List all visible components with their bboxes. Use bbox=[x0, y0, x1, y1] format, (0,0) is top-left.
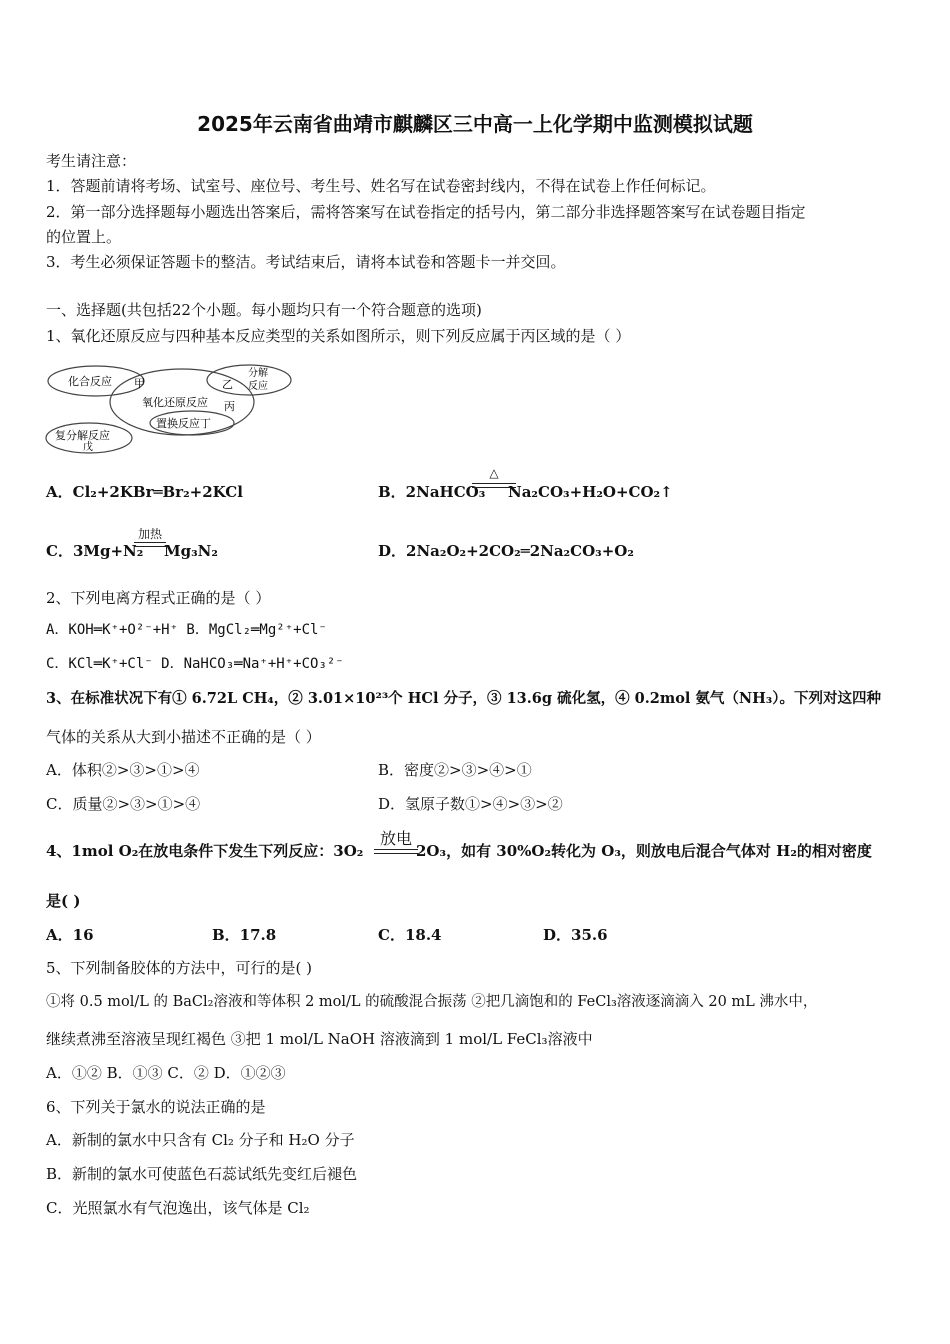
q3-stem-line1: 3、在标准状况下有① 6.72L CH₄，② 3.01×10²³个 HCl 分子，③ 13.6g 硫化氢，④ 0.2mol 氨气（NH₃）。下列对这四种 bbox=[46, 690, 881, 707]
q4-option-d: D．35.6 bbox=[543, 926, 608, 944]
notice-item: 1．答题前请将考场、试室号、座位号、考生号、姓名写在试卷密封线内，不得在试卷上作任何标记。 bbox=[46, 177, 716, 195]
notice-item: 的位置上。 bbox=[46, 228, 122, 246]
label-jia: 甲 bbox=[134, 377, 145, 390]
reaction-type-diagram bbox=[44, 362, 296, 458]
q2-options-row1: A．KOH═K⁺+O²⁻+H⁺ B．MgCl₂═Mg²⁺+Cl⁻ bbox=[46, 622, 327, 638]
notice-heading: 考生请注意： bbox=[46, 152, 137, 170]
q4-stem-line2: 是( ) bbox=[46, 892, 81, 910]
condition-label: 加热 bbox=[137, 527, 162, 541]
q1-option-d: D．2Na₂O₂+2CO₂═2Na₂CO₃+O₂ bbox=[378, 542, 634, 560]
q4-stem-right: 2O₃，如有 30%O₂转化为 O₃，则放电后混合气体对 H₂的相对密度 bbox=[416, 842, 872, 860]
q4-stem-left: 4、1mol O₂在放电条件下发生下列反应：3O₂ bbox=[46, 842, 364, 860]
q1-option-a: A．Cl₂+2KBr═Br₂+2KCl bbox=[46, 483, 243, 501]
notice-item: 3．考生必须保证答题卡的整洁。考试结束后，请将本试卷和答题卡一并交回。 bbox=[46, 253, 566, 271]
q4-option-b: B．17.8 bbox=[212, 926, 277, 944]
equals-line bbox=[134, 542, 166, 547]
label-double-2: 戊 bbox=[83, 442, 93, 453]
label-redox: 氧化还原反应 bbox=[142, 396, 208, 409]
label-decomposition-1: 分解 bbox=[248, 368, 268, 379]
label-double-1: 复分解反应 bbox=[55, 429, 110, 442]
label-decomposition-2: 反应 bbox=[248, 381, 268, 392]
q4-option-c: C．18.4 bbox=[378, 926, 442, 944]
page-title: 2025年云南省曲靖市麒麟区三中高一上化学期中监测模拟试题 bbox=[197, 112, 753, 136]
q5-choice-line2: 继续煮沸至溶液呈现红褐色 ③把 1 mol/L NaOH 溶液滴到 1 mol/L FeCl₃溶液中 bbox=[46, 1030, 593, 1048]
q3-option-a: A．体积②>③>①>④ bbox=[46, 761, 200, 779]
q1-option-b-right: Na₂CO₃+H₂O+CO₂↑ bbox=[508, 483, 673, 501]
label-yi: 乙 bbox=[222, 378, 233, 391]
q1-option-c-right: Mg₃N₂ bbox=[164, 542, 218, 560]
label-bing: 丙 bbox=[224, 400, 235, 413]
q3-stem-line2: 气体的关系从大到小描述不正确的是（ ） bbox=[46, 728, 321, 746]
q1-stem: 1、氧化还原反应与四种基本反应类型的关系如图所示，则下列反应属于丙区域的是（ ） bbox=[46, 327, 631, 345]
q4-discharge-condition bbox=[374, 826, 418, 860]
q6-stem: 6、下列关于氯水的说法正确的是 bbox=[46, 1098, 266, 1116]
q6-option-b: B．新制的氯水可使蓝色石蕊试纸先变红后褪色 bbox=[46, 1165, 358, 1183]
q3-option-d: D．氢原子数①>④>③>② bbox=[378, 795, 563, 813]
q3-option-c: C．质量②>③>①>④ bbox=[46, 795, 201, 813]
condition-label: △ bbox=[489, 466, 499, 480]
q4-option-a: A．16 bbox=[46, 926, 94, 944]
notice-item: 2．第一部分选择题每小题选出答案后，需将答案写在试卷指定的括号内，第二部分非选择题答案写在试卷题目指定 bbox=[46, 203, 806, 221]
section-heading: 一、选择题(共包括22个小题。每小题均只有一个符合题意的选项) bbox=[46, 301, 482, 319]
q2-options-row2: C．KCl═K⁺+Cl⁻ D．NaHCO₃═Na⁺+H⁺+CO₃²⁻ bbox=[46, 656, 344, 672]
q3-option-b: B．密度②>③>④>① bbox=[378, 761, 532, 779]
label-displacement: 置换反应丁 bbox=[156, 417, 211, 430]
condition-label: 放电 bbox=[379, 829, 412, 848]
q2-stem: 2、下列电离方程式正确的是（ ） bbox=[46, 589, 271, 607]
q1-option-b-left: B．2NaHCO₃ bbox=[378, 483, 486, 501]
q1-option-c-left: C．3Mg+N₂ bbox=[46, 542, 144, 560]
q6-option-a: A．新制的氯水中只含有 Cl₂ 分子和 H₂O 分子 bbox=[46, 1131, 355, 1149]
equals-line bbox=[374, 849, 418, 854]
q5-stem: 5、下列制备胶体的方法中，可行的是( ) bbox=[46, 959, 313, 977]
q5-choice-line1: ①将 0.5 mol/L 的 BaCl₂溶液和等体积 2 mol/L 的硫酸混合振荡 ②把几滴饱和的 FeCl₃溶液逐滴滴入 20 mL 沸水中， bbox=[46, 994, 818, 1010]
q6-option-c: C．光照氯水有气泡逸出，该气体是 Cl₂ bbox=[46, 1199, 310, 1217]
label-combination: 化合反应 bbox=[68, 375, 112, 388]
q5-options: A．①② B．①③ C．② D．①②③ bbox=[46, 1064, 286, 1082]
